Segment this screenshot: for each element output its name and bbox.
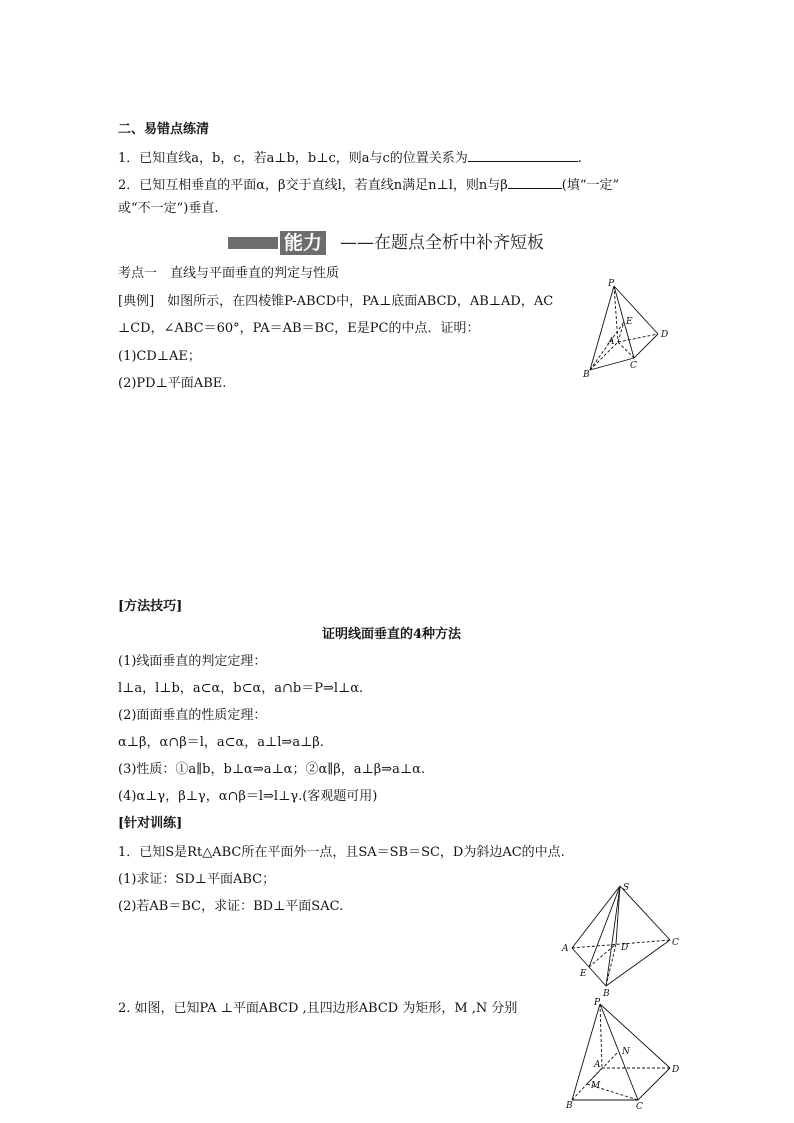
pyramid-figure-2 [558, 878, 688, 998]
label-E: E [626, 317, 633, 327]
example-part2: (2)PD⊥平面ABE. [118, 376, 227, 391]
label-N: N [622, 1047, 630, 1057]
banner-title: 能力 [280, 231, 326, 255]
label-E: E [580, 969, 587, 979]
method-title: [方法技巧] [118, 599, 183, 614]
section-title: 二、易错点练清 [118, 122, 210, 137]
banner-bar [228, 237, 278, 249]
method-heading: 证明线面垂直的4种方法 [322, 627, 462, 642]
training-title: [针对训练] [118, 816, 183, 831]
training-q1-part1: (1)求证：SD⊥平面ABC； [118, 872, 276, 887]
banner-subtitle: ——在题点全析中补齐短板 [340, 233, 544, 253]
label-M: M [591, 1081, 601, 1091]
label-A: A [562, 944, 569, 954]
example-part1: (1)CD⊥AE； [118, 349, 201, 364]
question-2-line2: 或“不一定”)垂直. [118, 201, 219, 216]
question-2-tail: (填“一定” [561, 178, 620, 193]
ability-banner [228, 231, 568, 255]
label-B: B [603, 989, 610, 998]
label-D: D [672, 1065, 680, 1075]
method-line1: (1)线面垂直的判定定理： [118, 654, 267, 669]
label-B: B [583, 370, 590, 380]
example-line1: [典例] 如图所示，在四棱锥P-ABCD中，PA⊥底面ABCD，AB⊥AD，AC [118, 294, 554, 309]
label-A: A [594, 1060, 601, 1070]
method-line4: α⊥β，α∩β＝l，a⊂α，a⊥l⇒a⊥β. [118, 735, 324, 750]
method-line6: (4)α⊥γ，β⊥γ，α∩β＝l⇒l⊥γ.(客观题可用) [118, 789, 378, 804]
example-line2: ⊥CD，∠ABC＝60°，PA＝AB＝BC，E是PC的中点．证明： [118, 321, 480, 336]
answer-blank[interactable] [508, 176, 562, 189]
pyramid-figure-1 [578, 278, 678, 380]
label-C: C [672, 938, 679, 948]
method-line3: (2)面面垂直的性质定理： [118, 708, 267, 723]
label-S: S [623, 883, 630, 893]
label-D: D [661, 330, 669, 340]
pyramid-figure-3 [558, 996, 688, 1112]
question-1-text: 1．已知直线a，b，c，若a⊥b，b⊥c，则a与c的位置关系为 [118, 151, 468, 166]
label-P: P [594, 998, 601, 1008]
label-B: B [566, 1101, 573, 1111]
kaodian-heading: 考点一 直线与平面垂直的判定与性质 [118, 266, 340, 281]
label-P: P [608, 279, 615, 289]
method-line5: (3)性质：①a∥b，b⊥α⇒a⊥α；②α∥β，a⊥β⇒a⊥α. [118, 762, 426, 777]
training-q2: 2. 如图，已知PA ⊥平面ABCD ,且四边形ABCD 为矩形，M ,N 分别 [118, 1001, 518, 1016]
label-D: D [621, 943, 629, 953]
training-q1: 1．已知S是Rt△ABC所在平面外一点，且SA＝SB＝SC，D为斜边AC的中点. [118, 845, 565, 860]
label-A: A [608, 337, 615, 347]
method-line2: l⊥a，l⊥b，a⊂α，b⊂α，a∩b＝P⇒l⊥α. [118, 681, 364, 696]
question-1 [118, 149, 582, 167]
label-C: C [636, 1102, 643, 1112]
question-2-text: 2．已知互相垂直的平面α，β交于直线l，若直线n满足n⊥l，则n与β [118, 178, 508, 193]
question-1-tail: . [577, 151, 582, 166]
question-2-line1 [118, 176, 619, 194]
training-q1-part2: (2)若AB＝BC，求证：BD⊥平面SAC. [118, 899, 344, 914]
answer-blank[interactable] [468, 149, 578, 162]
label-C: C [630, 361, 637, 371]
